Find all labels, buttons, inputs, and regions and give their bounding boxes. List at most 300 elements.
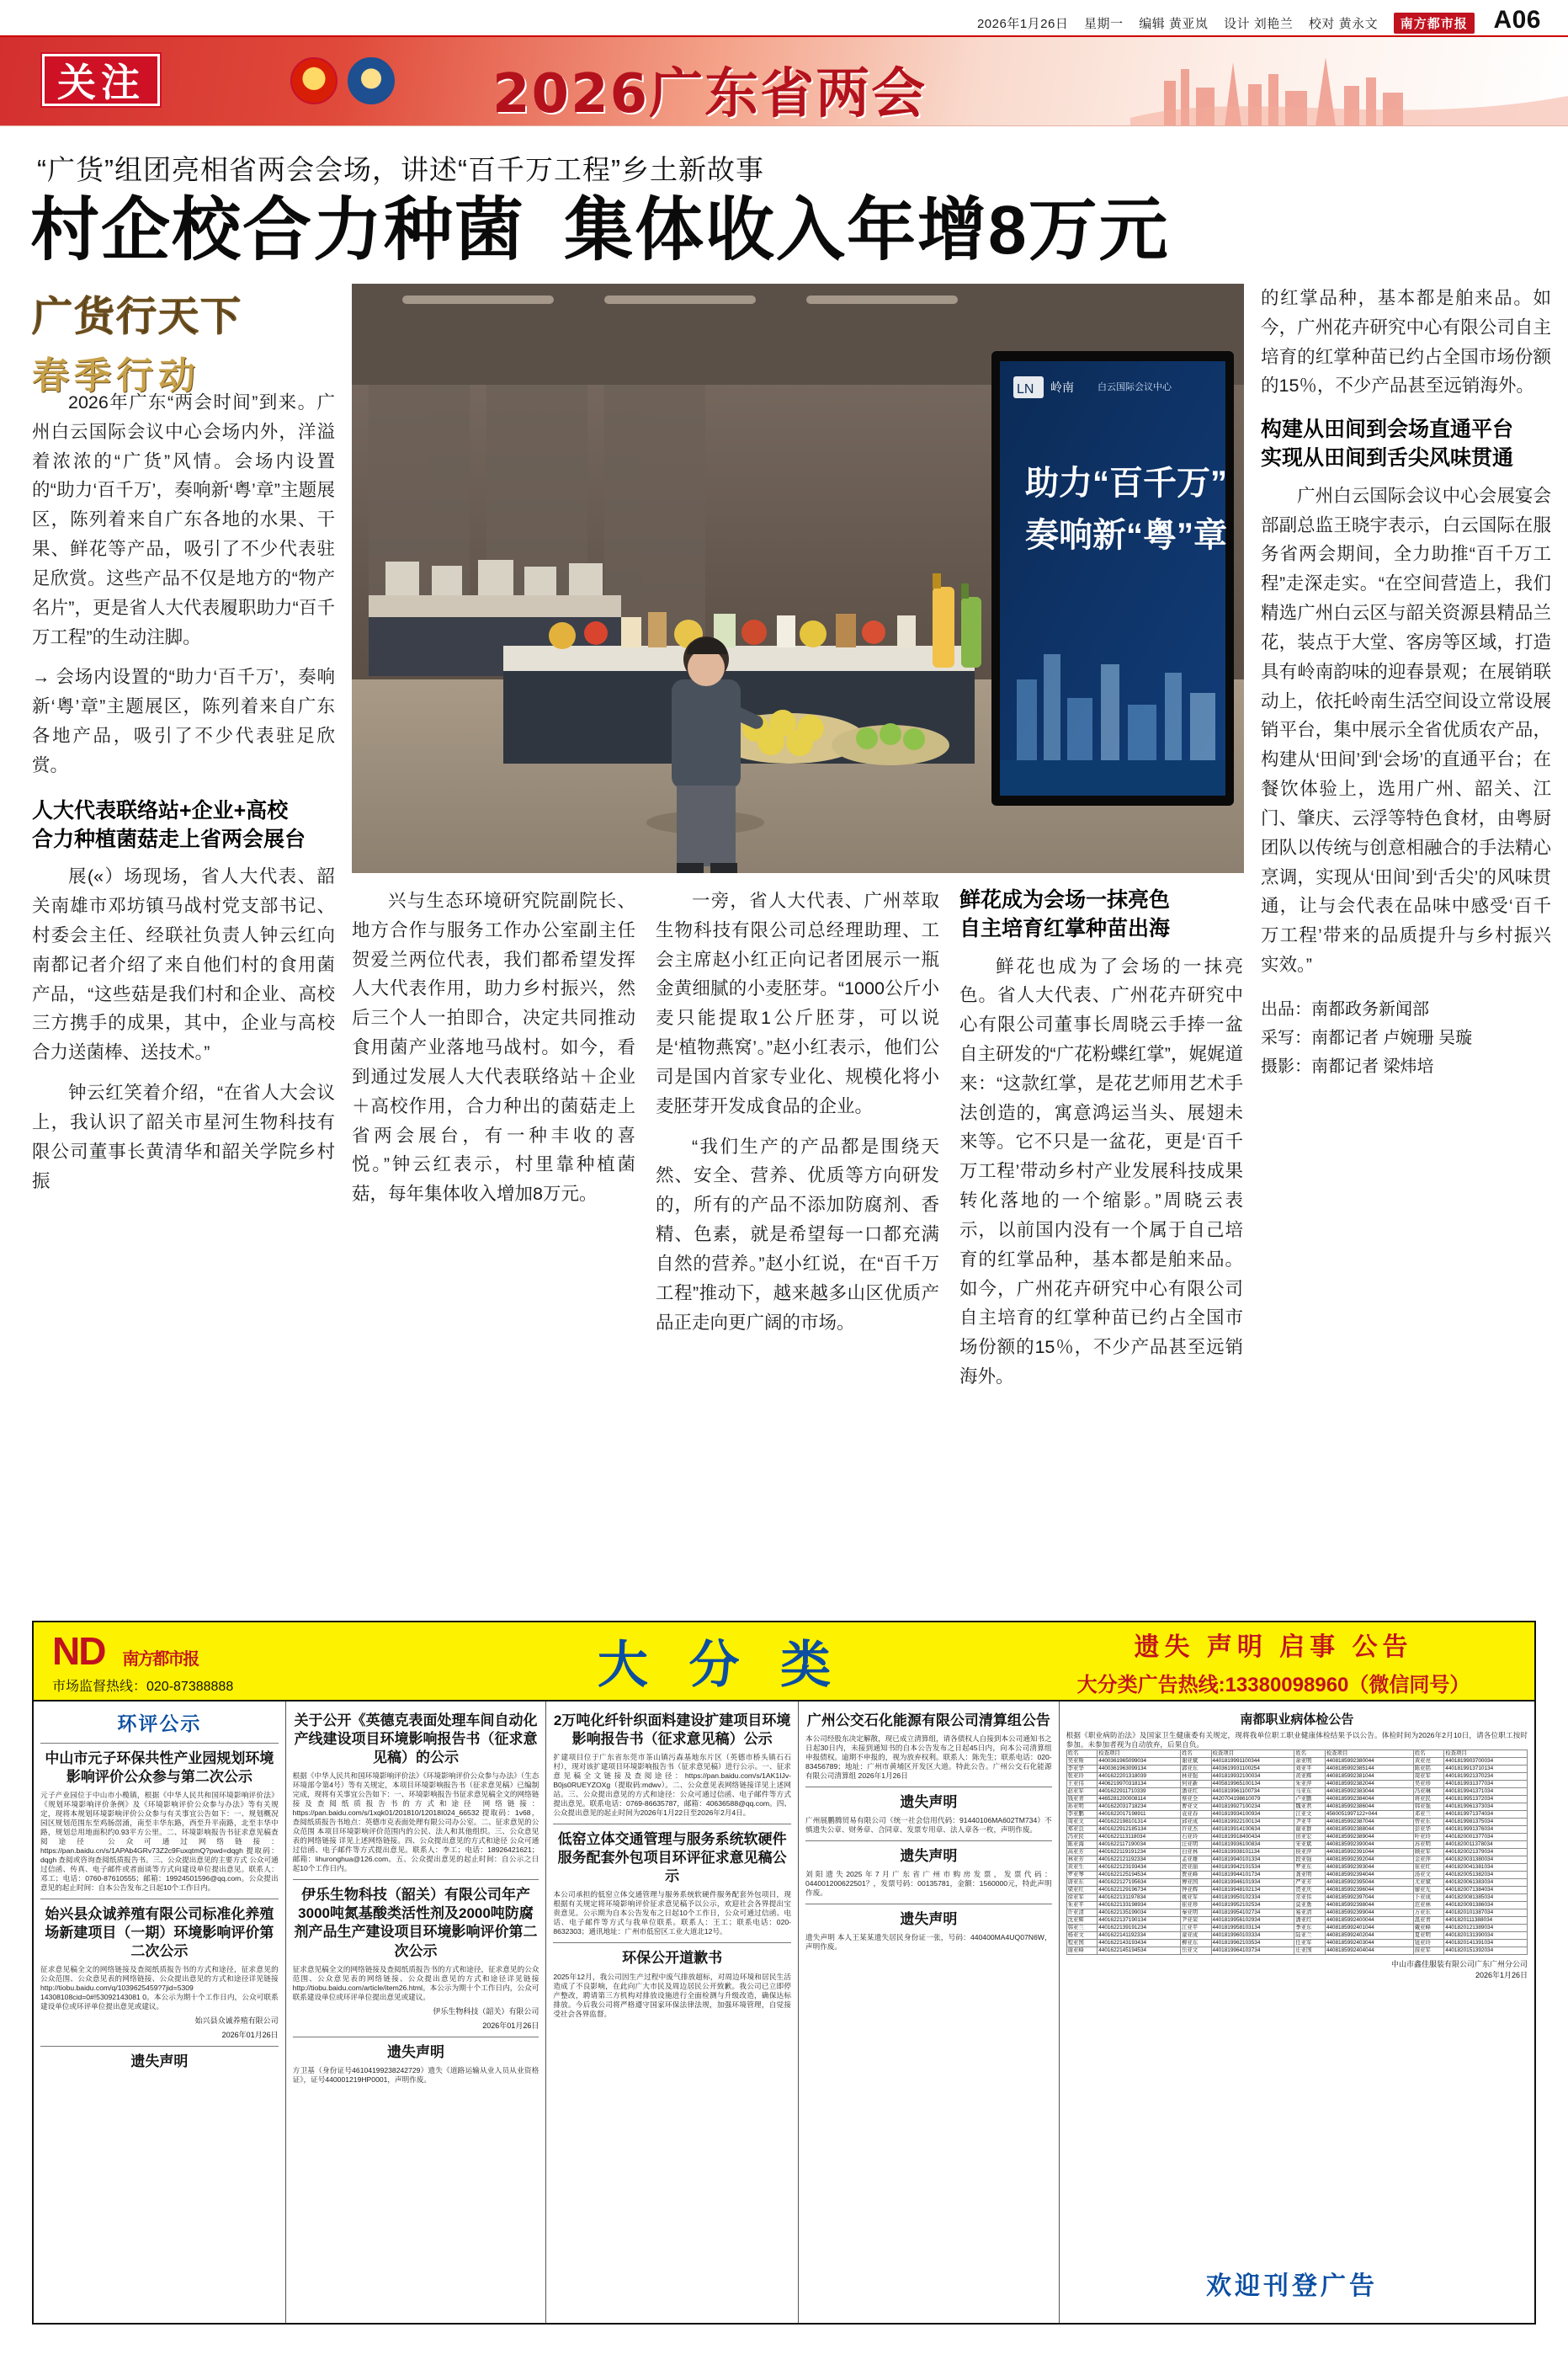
table-cell: 邓亚兰 [1413,1811,1444,1819]
health-check-footer: 中山市鑫佳服装有限公司广东广州分公司 2026年1月26日 [1391,1960,1528,1979]
table-cell: 李亚华 [1066,1766,1098,1773]
table-cell: 4401622145194534 [1098,1947,1181,1955]
table-cell: 4401820051382034 [1444,1872,1528,1879]
table-cell: 汪亚明 [1180,1841,1211,1849]
classified-column-3 [546,1702,799,2323]
table-cell: 尹亚平 [1294,1819,1326,1826]
notice-body: 征求意见稿全文的网络链接及查阅纸质报告书的方式和途径，征求意见的公众范围、公众意见表的网络链接、公众提出意见的方式和途径详见链接http://tiobu.baidu.com/article/item26.html。本公示为期十个工作日内，公众可联系建设单位或环评单位提出意见或建议。 [292,1964,539,2001]
table-cell: 常亚伟 [1294,1894,1326,1902]
table-cell: 黄亚亮 [1413,1758,1444,1766]
table-cell: 田亚宏 [1294,1834,1326,1841]
table-cell: 4408185992401044 [1325,1925,1413,1932]
column-right [1261,284,1551,1081]
center-col-3 [959,887,1243,1403]
table-cell: 叶亚玲 [1413,1834,1444,1841]
campaign-logo-line2: 春季行动 [32,355,200,397]
table-cell: 贺亚庆 [1294,1887,1326,1894]
table-cell: 4408185992392044 [1325,1856,1413,1864]
table-cell: 钟亚辉 [1180,1887,1211,1894]
table-cell: 4401819940101334 [1211,1856,1294,1864]
table-cell: 陈亚海 [1066,1841,1098,1849]
table-cell: 4401819960103334 [1211,1932,1294,1940]
notice-title: 广州公交石化能源有限公司清算组公告 [806,1712,1050,1728]
table-cell: 4401820131390034 [1444,1932,1528,1940]
table-cell: 吴亚珍 [1413,1781,1444,1788]
table-cell: 岳亚文 [1180,1947,1211,1955]
table-cell: 4401819936100834 [1211,1841,1294,1849]
credit-photographer: 摄影：南都记者 梁炜培 [1261,1057,1434,1076]
classified-categories: 遗失 声明 启事 公告 [1134,1632,1413,1661]
table-cell: 4403619931100254 [1211,1766,1294,1773]
table-cell: 4401820031380034 [1444,1856,1528,1864]
campaign-logo [32,284,310,397]
table-cell: 范亚林 [1413,1902,1444,1909]
table-cell: 余亚明 [1294,1758,1326,1766]
table-row [1066,1773,1527,1781]
table-cell: 苏亚明 [1413,1841,1444,1849]
classified-brand [34,1628,429,1695]
notice-title: 遗失声明 [900,1848,958,1865]
table-cell: 4401622125194534 [1098,1872,1181,1879]
health-check-table [1066,1750,1528,1955]
notice-sign-date: 2026年01月26日 [482,2021,539,2030]
notice-body: 2025年12月，我公司因生产过程中废气排放超标，对周边环境和居民生活造成了不良影响，在此向广大市民及周边居民公开致歉。我公司已立即停产整改，聘请第三方机构对排放设施进行全面检测与升级改造，确保达标排放。今后我公司将严格遵守国家环保法律法规，加强环境管理，自觉接受社会各界监督。 [553,1972,791,2018]
table-cell: 周亚军 [1413,1773,1444,1781]
table-cell: 罗亚东 [1294,1864,1326,1872]
table-cell: 汤亚文 [1413,1872,1444,1879]
table-cell: 4401820061383034 [1444,1879,1528,1887]
photo-caption: → 会场内设置的“助力‘百千万’，奏响新‘粤’章”主题展区，陈列着来自广东各地产品，吸引了不少代表驻足欣赏。 [32,667,335,775]
table-cell: 严亚芳 [1294,1879,1326,1887]
table-cell: 4401820041381034 [1444,1864,1528,1872]
table-cell: 4401820111388034 [1444,1917,1528,1925]
table-cell: 4401819964103734 [1211,1947,1294,1955]
health-check-notice-body: 根据《职业病防治法》及国家卫生健康委有关规定，现将我单位职工职业健康体检结果予以公告。体检时间为2026年2月10日，请各位职工按时参加。未参加者视为自动放弃，后果自负。 [1066,1731,1528,1749]
table-body [1066,1758,1527,1955]
svg-text:奏响新“粤”章: 奏响新“粤”章 [1025,517,1227,554]
table-cell: 潘亚红 [1180,1788,1211,1796]
table-row [1066,1894,1527,1902]
table-cell: 谢亚峰 [1066,1947,1098,1955]
notice-title: 始兴县众诚养殖有限公司标准化养殖场新建项目（一期）环境影响评价第二次公示 [45,1906,274,1960]
table-cell: 4401819971374034 [1444,1811,1528,1819]
banner-title: 2026广东省两会 [492,63,928,125]
notice-title: 低窑立体交通管理与服务系统软硬件服务配套外包项目环评征求意见稿公示 [557,1831,787,1885]
table-cell: 4401819914100634 [1211,1826,1294,1834]
table-cell: 4408185992386044 [1325,1803,1413,1811]
table-cell: 薛亚军 [1413,1947,1444,1955]
article-body [32,284,1551,1496]
table-cell: 郭亚东 [1180,1766,1211,1773]
col2-paragraph-1: 兴与生态环境研究院副院长、地方合作与服务工作办公室副主任贺爱兰两位代表，我们都希望发挥人大代表作用，助力乡村振兴，然后三个人一拍即合，决定共同推动食用菌产业落地马战村。如今，看到通过发展人大代表联络站＋企业＋高校作用，合力种出的菌菇走上省两会展台，有一种丰收的喜悦。”钟云红表示，村里靠种植菌菇，每年集体收入增加8万元。 [352,891,635,1205]
table-cell: 童亚成 [1180,1932,1211,1940]
table-row [1066,1841,1527,1849]
lead-paragraph-1: 2026年广东“两会时间”到来。广州白云国际会议中心会场内外，洋溢着浓浓的“广货”风情。会场内设置的“助力‘百千万’，奏响新‘粤’章”主题展区，陈列着来自广东各地的水果、干果、鲜花等产品，吸引了不少代表驻足欣赏。这些产品不仅是地方的“物产名片”，更是省人大代表履职助力“百千万工程”的生动注脚。 [32,392,335,647]
table-cell: 4401622141192334 [1098,1932,1181,1940]
table-cell: 4401819903700034 [1444,1758,1528,1766]
table-cell: 刘亚平 [1294,1766,1326,1773]
table-cell: 徐亚军 [1066,1894,1098,1902]
table-cell: 4401820071384034 [1444,1887,1528,1894]
table-cell: 4401819956102934 [1211,1917,1294,1925]
table-cell: 4401622031718234 [1098,1803,1181,1811]
table-cell: 戴亚峰 [1413,1925,1444,1932]
table-cell: 4401820081385034 [1444,1894,1528,1902]
banner-emblems [290,57,395,104]
table-cell: 金亚萍 [1413,1856,1444,1864]
table-cell: 4401819918400434 [1211,1834,1294,1841]
article-photo [352,284,1244,873]
column-center [352,284,1244,1403]
table-cell: 江亚文 [1294,1811,1326,1819]
table-cell: 4408185992383044 [1325,1788,1413,1796]
table-cell: 4408185992384044 [1325,1796,1413,1803]
skyline-icon [1130,37,1568,126]
table-cell: 4401820141391034 [1444,1940,1528,1947]
table-cell: 罗亚琴 [1066,1872,1098,1879]
subhead-3: 构建从田间到会场直通平台 实现从田间到舌尖风味贯通 [1261,418,1514,471]
notice-title: 环保公开道歉书 [622,1950,723,1967]
table-row [1066,1834,1527,1841]
table-cell: 潘亚红 [1294,1917,1326,1925]
table-cell: 4408185992403044 [1325,1940,1413,1947]
table-cell: 4408185992396044 [1325,1887,1413,1894]
table-cell: 曾亚东 [1413,1819,1444,1826]
credit-source: 出品：南都政务新闻部 [1261,999,1429,1019]
table-cell: 易亚清 [1294,1909,1326,1917]
subhead-1: 人大代表联络站+企业+高校 合力种植菌菇走上省两会展台 [32,798,306,851]
table-cell: 曹亚文 [1180,1803,1211,1811]
table-cell: 4401819958103134 [1211,1925,1294,1932]
table-header-cell: 检查项目 [1098,1750,1181,1758]
table-cell: 林亚强 [1180,1773,1211,1781]
nd-logo-text: ND [52,1628,105,1673]
table-cell: 4401820001377034 [1444,1834,1528,1841]
table-cell: 4408185992398044 [1325,1902,1413,1909]
table-cell: 钱亚青 [1066,1796,1098,1803]
center-col-2 [656,887,939,1403]
table-cell: 4401819922100134 [1211,1819,1294,1826]
table-cell: 4401819951372034 [1444,1796,1528,1803]
table-cell: 4400361963099134 [1098,1766,1181,1773]
col2-paragraph-3: “我们生产的产品都是围绕天然、安全、营养、优质等方向研发的，所有的产品不添加防腐剂、香精、色素，就是希望每一口都充满自然的营养。”赵小红说，在“百千万工程”推动下，越来越多山区优质产品正走向更广阔的市场。 [656,1136,939,1333]
table-cell: 4401819961100734 [1211,1788,1294,1796]
table-cell: 4401819954102734 [1211,1909,1294,1917]
table-cell: 4401622117190034 [1098,1841,1181,1849]
table-cell: 4408185992387044 [1325,1819,1413,1826]
notice-body: 广州展鹏腾贸易有限公司（统一社会信用代码：91440106MA602TM734）不慎遗失公章、财务章、合同章、发票专用章、法人章各一枚，声明作废。 [805,1816,1052,1835]
table-row [1066,1932,1527,1940]
subhead-2: 鲜花成为会场一抹亮色 自主培育红掌种苗出海 [959,888,1171,940]
table-cell: 4401622201318039 [1098,1773,1181,1781]
welcome-ad-text: 欢迎刊登广告 [1206,2272,1378,2300]
table-cell: 4400361965099034 [1098,1758,1181,1766]
table-cell: 秦亚明 [1180,1909,1211,1917]
table-cell: 邱亚成 [1180,1819,1211,1826]
table-cell: 程亚国 [1066,1940,1098,1947]
table-cell: 莫亚勇 [1294,1902,1326,1909]
section1-paragraph-2: 钟云红笑着介绍，“在省人大会议上，我认识了韶关市星河生物科技有限公司董事长黄清华和韶关学院乡村振 [32,1083,335,1191]
table-cell: 袁亚春 [1180,1811,1211,1819]
table-row [1066,1947,1527,1955]
notice-signer: 始兴县众诚养殖有限公司 [194,2016,279,2026]
table-row [1066,1872,1527,1879]
table-header-cell: 检查项目 [1444,1750,1528,1758]
table-cell: 彭亚华 [1413,1826,1444,1834]
table-cell: 谢亚斌 [1180,1758,1211,1766]
notice-title: 遗失声明 [130,2053,189,2070]
table-cell: 朱亚平 [1066,1902,1098,1909]
notice-title: 伊乐生物科技（韶关）有限公司年产3000吨氮基酸类活性剂及2000吨防腐剂产品生产建设项目环境影响评价第二次公示 [294,1887,538,1959]
credit-reporters: 采写：南都记者 卢婉珊 吴璇 [1261,1028,1473,1047]
table-cell: 4401820091386034 [1444,1902,1528,1909]
table-row [1066,1796,1527,1803]
table-cell: 4401819981375034 [1444,1819,1528,1826]
section2-continued: 的红掌品种，基本都是舶来品。如今，广州花卉研究中心有限公司自主培育的红掌种苗已约占全国市场份额的15％，不少产品甚至远销海外。 [1261,288,1551,397]
table-cell: 4401622121192334 [1098,1856,1181,1864]
masthead-designer: 设计 刘艳兰 [1224,17,1294,31]
shoulder-headline: “广货”组团亮相省两会会场，讲述“百千万工程”乡土新故事 [37,154,764,185]
center-text-columns [352,887,1244,1403]
table-cell: 4408185992395044 [1325,1879,1413,1887]
table-cell: 4401819941371034 [1444,1788,1528,1796]
table-cell: 万亚东 [1413,1909,1444,1917]
col2-paragraph-2: 一旁，省人大代表、广州萃取生物科技有限公司总经理助理、工会主席赵小红正向记者团展示一瓶金黄细腻的小麦胚芽。“1000公斤小麦只能提取1公斤胚芽，可以说是‘植物燕窝’。”赵小红表示，他们公司是国内首家专业化、规模化将小麦胚芽开发成食品的企业。 [656,891,939,1116]
table-cell: 4408185992390044 [1325,1841,1413,1849]
masthead-date: 2026年1月26日 [976,17,1069,31]
table-cell: 4401819991376034 [1444,1826,1528,1834]
svg-text:白云国际会议中心: 白云国际会议中心 [1098,382,1172,392]
table-row [1066,1819,1527,1826]
table-cell: 白亚林 [1180,1849,1211,1856]
table-cell: 4401819913710134 [1444,1766,1528,1773]
table-cell: 4401622135199034 [1098,1909,1181,1917]
notice-sign-date: 2026年01月26日 [221,2031,279,2040]
table-cell: 廖亚光 [1413,1887,1444,1894]
paper-logo: 南方都市报 [1394,13,1475,34]
table-cell: 夏亚明 [1413,1932,1444,1940]
campaign-logo-line1: 广货行天下 [32,295,243,339]
table-cell: 唐亚东 [1066,1879,1098,1887]
table-row [1066,1909,1527,1917]
table-row [1066,1849,1527,1856]
table-cell: 任亚军 [1294,1940,1326,1947]
table-cell: 李亚鹏 [1066,1811,1098,1819]
table-cell: 林亚芳 [1066,1856,1098,1864]
table-cell: 4408185992385144 [1325,1766,1413,1773]
notice-title-eia: 环评公示 [117,1712,202,1734]
table-cell: 4408185992382044 [1325,1781,1413,1788]
table-cell: 杨亚文 [1066,1932,1098,1940]
table-cell: 傅亚国 [1180,1879,1211,1887]
table-cell: 4408185992391044 [1325,1849,1413,1856]
table-cell: 陆亚兰 [1294,1932,1326,1940]
svg-text:LN: LN [1017,382,1034,397]
table-cell: 黄亚生 [1066,1864,1098,1872]
notice-body: 本公司承担的低窑立体交通管理与服务系统软硬件服务配套外包项目，现根据有关规定将环境影响评价征求意见稿予以公示，欢迎社会各界提出宝贵意见。公示期为自本公告发布之日起10个工作日，公众可通过信函、电话、电子邮件等方式与我单位联系。联系人：王工；联系电话：020-8632303；通讯地址：广州市低窑区工业大道北12号。 [553,1890,791,1936]
table-row [1066,1803,1527,1811]
table-cell: 4401819938101134 [1211,1849,1294,1856]
table-cell: 姚亚军 [1180,1894,1211,1902]
table-row [1066,1781,1527,1788]
table-row [1066,1887,1527,1894]
section2-paragraph-1: 鲜花也成为了会场的一抹亮色。省人大代表、广州花卉研究中心有限公司董事长周晓云手捧一盆自主研发的“广花粉蝶红掌”，娓娓道来：“这款红掌，是花艺师用艺术手法创造的，寓意鸿运当头、展翅未来等。它不只是一盆花，更是‘百千万工程’带动乡村产业发展科技成果转化落地的一个缩影。”周晓云表示，以前国内没有一个属于自己培育的红掌品种，基本都是舶来品。如今，广州花卉研究中心有限公司自主培育的红掌种苗已约占全国市场份额的15％，不少产品甚至远销海外。 [959,956,1243,1387]
section1-paragraph-1: 展(«）场现场，省人大代表、韶关南雄市邓坊镇马战村党支部书记、村委会主任、经联社负责人钟云红向南都记者介绍了来自他们村的食用菌产品，“这些菇是我们村和企业、高校三方携手的成果，其中，企业与高校合力送菌棒、送技术。” [32,866,335,1063]
table-cell: 马亚东 [1294,1788,1326,1796]
notice-body: 元子产业园位于中山市小榄镇，根据《中华人民共和国环境影响评价法》《规划环境影响评价条例》及《环境影响评价公众参与办法》等有关规定，现将本规划环境影响评价公众参与有关事宜公告如下：一、规划概况 园区规划范围东至鸡肠滘涌，南至丰华东路，西至升平南路，北至丰华中路，规划总用地面积约0.93平方公里。二、环境影响报告书征求意见稿查阅途径 公众可通过网络链接：https://pan.baidu.cn/s/1APAb4GRv73Z2c9FuxqtmQ?pwd=dqgh 提取码：dqgh 查阅或咨询查阅纸质报告书。三、公众提出意见的主要方式 公众可通过信函、传真、电子邮件或者面谈等方式向建设单位提出意见。联系人：邓工；电话：0760-87610555；邮箱：19924501596@qq.com。公众提出意见的起止时间：自本公告发布之日起10个工作日内。 [40,1791,279,1893]
table-header-cell: 姓名 [1413,1750,1444,1758]
table-cell: 龚亚明 [1294,1872,1326,1879]
table-cell: 韩亚强 [1413,1803,1444,1811]
classified-column-1 [34,1702,286,2323]
national-emblem-icon [290,57,338,104]
classified-column-4 [799,1702,1060,2323]
masthead-weekday: 星期一 [1084,17,1124,31]
table-cell: 4401622137190134 [1098,1917,1181,1925]
table-cell: 孟亚雄 [1180,1856,1211,1864]
table-row [1066,1902,1527,1909]
table-cell: 4408185992388044 [1325,1826,1413,1834]
table-cell: 4401819944101734 [1211,1872,1294,1879]
classified-header [32,1621,1536,1702]
table-cell: 卜亚成 [1413,1894,1444,1902]
table-cell: 4401819962103534 [1211,1940,1294,1947]
classified-hotline: 大分类广告热线:13380098960（微信同号） [1076,1673,1470,1696]
table-row [1066,1811,1527,1819]
table-cell: 4420704198610079 [1211,1796,1294,1803]
banner-tag: 关注 [42,54,160,106]
headline-part-2: 集体收入年增8万元 [564,192,1170,269]
classified-right [1013,1626,1534,1697]
table-cell: 4408185992380044 [1325,1758,1413,1766]
table-cell: 冯亚琳 [1413,1788,1444,1796]
table-cell: 4408185992404044 [1325,1947,1413,1955]
table-cell: 4401622139191234 [1098,1925,1181,1932]
table-cell: 4401819952102534 [1211,1902,1294,1909]
table-cell: 宋亚斌 [1294,1841,1326,1849]
svg-text:岭南: 岭南 [1050,381,1074,394]
health-check-notice-title: 南都职业病体检公告 [1240,1712,1354,1727]
table-cell: 4401819932100034 [1211,1773,1294,1781]
table-row [1066,1856,1527,1864]
center-col-1 [352,887,635,1403]
table-cell: 4401622143193434 [1098,1940,1181,1947]
table-cell: 钮亚玲 [1413,1940,1444,1947]
table-cell: 江亚平 [1180,1925,1211,1932]
table-cell: 4401622119191234 [1098,1849,1181,1856]
table-cell: 尤亚斌 [1413,1879,1444,1887]
table-cell: 卢亚鹏 [1294,1796,1326,1803]
table-cell: 顾亚军 [1413,1849,1444,1856]
table-header-cell: 姓名 [1180,1750,1211,1758]
table-cell: 4408185992389044 [1325,1834,1413,1841]
table-cell: 4401819931377034 [1444,1781,1528,1788]
table-cell: 韩亚兰 [1066,1925,1098,1932]
table-cell: 4401820021379034 [1444,1849,1528,1856]
table-cell: 石亚玲 [1180,1834,1211,1841]
table-cell: 4408185992400044 [1325,1917,1413,1925]
notice-title: 遗失声明 [900,1911,958,1928]
table-cell: 4401622131197834 [1098,1894,1181,1902]
table-cell: 张亚玲 [1066,1773,1098,1781]
table-row [1066,1788,1527,1796]
table-cell: 冯亚民 [1066,1834,1098,1841]
table-cell: 4408185992402044 [1325,1932,1413,1940]
table-cell: 王亚伟 [1066,1781,1098,1788]
table-header-cell: 检查项目 [1325,1750,1413,1758]
table-cell: 4401819950102334 [1211,1894,1294,1902]
classified-body [32,1702,1536,2325]
notice-body: 刘阳遗失2025年7月广东省广州市购房发票，发票代码：044001200622501？，发票号码：00135781，金额：1560000元，特此声明作废。 [805,1870,1052,1898]
table-cell: 庄亚国 [1294,1947,1326,1955]
column-left [32,284,335,1206]
notice-title: 关于公开《英德克表面处理车间自动化产线建设项目环境影响报告书（征求意见稿）的公示 [294,1712,538,1766]
main-headline [30,192,1538,269]
table-cell: 蔡亚全 [1180,1796,1211,1803]
table-cell: 侯亚萍 [1294,1849,1326,1856]
notice-body: 本公司经股东决定解散，现已成立清算组，请各债权人自接到本公司通知书之日起30日内，未接到通知书的自本公告发布之日起45日内，向本公司清算组申报债权。逾期不申报的，视为放弃权利。联系人：陈先生；联系电话：020-83456789；地址：广州市黄埔区开发区大道。特此公告。广州公交石化能源有限公司清算组 2026年1月26日 [805,1734,1052,1781]
notice-signer: 伊乐生物科技（韶关）有限公司 [433,2006,539,2016]
table-cell: 魏亚君 [1294,1803,1326,1811]
masthead-editor: 编辑 黄亚岚 [1139,17,1209,31]
table-cell: 4401622133198934 [1098,1902,1181,1909]
table-cell: 黄亚辉 [1294,1773,1326,1781]
table-cell: 许亚清 [1066,1909,1098,1917]
table-cell: 季亚东 [1294,1925,1326,1932]
notice-body: 根据《中华人民共和国环境影响评价法》《环境影响评价公众参与办法》（生态环境部令第4号）等有关规定，本项目环境影响报告书（征求意见稿）已编制完成，现将有关事宜公告如下：一、环境影响报告书征求意见稿全文的网络链接及查阅纸质报告书的方式和途径 网络链接：https://pan.baidu.com/s/1xqk01/201810/12018I024_66532 提取码：1v68，查阅纸质报告书地点：英德市克表面处理有限公司办公室。二、征求意见的公众范围 本项目环境影响评价范围内的公民、法人和其他组织。三、公众意见表的网络链接 详见上述网络链接。四、公众提出意见的方式和途径 公众可通过信函、电子邮件等方式提出意见。联系人：李工；电话：18926421621；邮箱：lihuronghua@126.com。五、公众提出意见的起止时间：自公示之日起10个工作日内。 [292,1771,539,1873]
table-cell: 许亚杰 [1180,1826,1211,1834]
notice-title: 2万吨化纤针织面料建设扩建项目环境影响报告书（征求意见稿）公示 [553,1712,791,1748]
table-cell: 4401820011378034 [1444,1841,1528,1849]
table-cell: 4401820101387034 [1444,1909,1528,1917]
table-header-cell: 姓名 [1066,1750,1098,1758]
table-cell: 4408185992397044 [1325,1894,1413,1902]
notice-body: 方卫基（身份证号46104199238242729）遗失《道路运输从业人员从业资格证》，证号440001219HP0001，声明作废。 [292,2065,539,2084]
table-cell: 4408185992393044 [1325,1864,1413,1872]
table-cell: 沈亚辉 [1066,1917,1098,1925]
notice-title: 中山市元子环保共性产业园规划环境影响评价公众参与第二次公示 [45,1750,274,1785]
masthead [0,0,1568,37]
table-cell: 段亚强 [1294,1856,1326,1864]
table-header-cell: 姓名 [1294,1750,1326,1758]
notice-body: 征求意见稿全文的网络链接及查阅纸质报告书的方式和途径，征求意见的公众范围、公众意见表的网络链接、公众提出意见的方式和途径详见链接http://tiobu.baidu.com/q/1039625459?7jid=5309 14308108cid=0#!53092143081 0。本公示为期十个工作日内，公众可联系建设单位或环评单位提出意见或建议。 [40,1965,279,2011]
table-cell: 赵亚军 [1066,1788,1098,1796]
table-header-cell: 检查项目 [1211,1750,1294,1758]
table-cell: 蒋亚民 [1413,1796,1444,1803]
table-cell: 4401819991100344 [1211,1758,1294,1766]
table-cell: 尹亚荣 [1180,1917,1211,1925]
table-cell: 高亚芳 [1066,1849,1098,1856]
table-cell: 4401622123193434 [1098,1864,1181,1872]
cppcc-emblem-icon [348,57,395,104]
table-cell: 4401819948102134 [1211,1887,1294,1894]
table-cell: 4401820121389034 [1444,1925,1528,1932]
table-cell: 4401819942101534 [1211,1864,1294,1872]
article-credits [1261,995,1551,1081]
table-cell: 4401622198101314 [1098,1819,1181,1826]
table-cell: 4405819965100134 [1211,1781,1294,1788]
table-cell: 4401819921370234 [1444,1773,1528,1781]
table-row [1066,1925,1527,1932]
headline-part-1: 村企校合力种菌 [30,192,526,269]
table-cell: 4401622113118034 [1098,1834,1181,1841]
section-banner [0,37,1568,126]
table-cell: 4465281200008114 [1098,1796,1181,1803]
table-cell: 4401819927100234 [1211,1803,1294,1811]
table-cell: 4406219970318134 [1098,1781,1181,1788]
classified-title: 大 分 类 [597,1637,845,1693]
table-cell: 4401622912185134 [1098,1826,1181,1834]
